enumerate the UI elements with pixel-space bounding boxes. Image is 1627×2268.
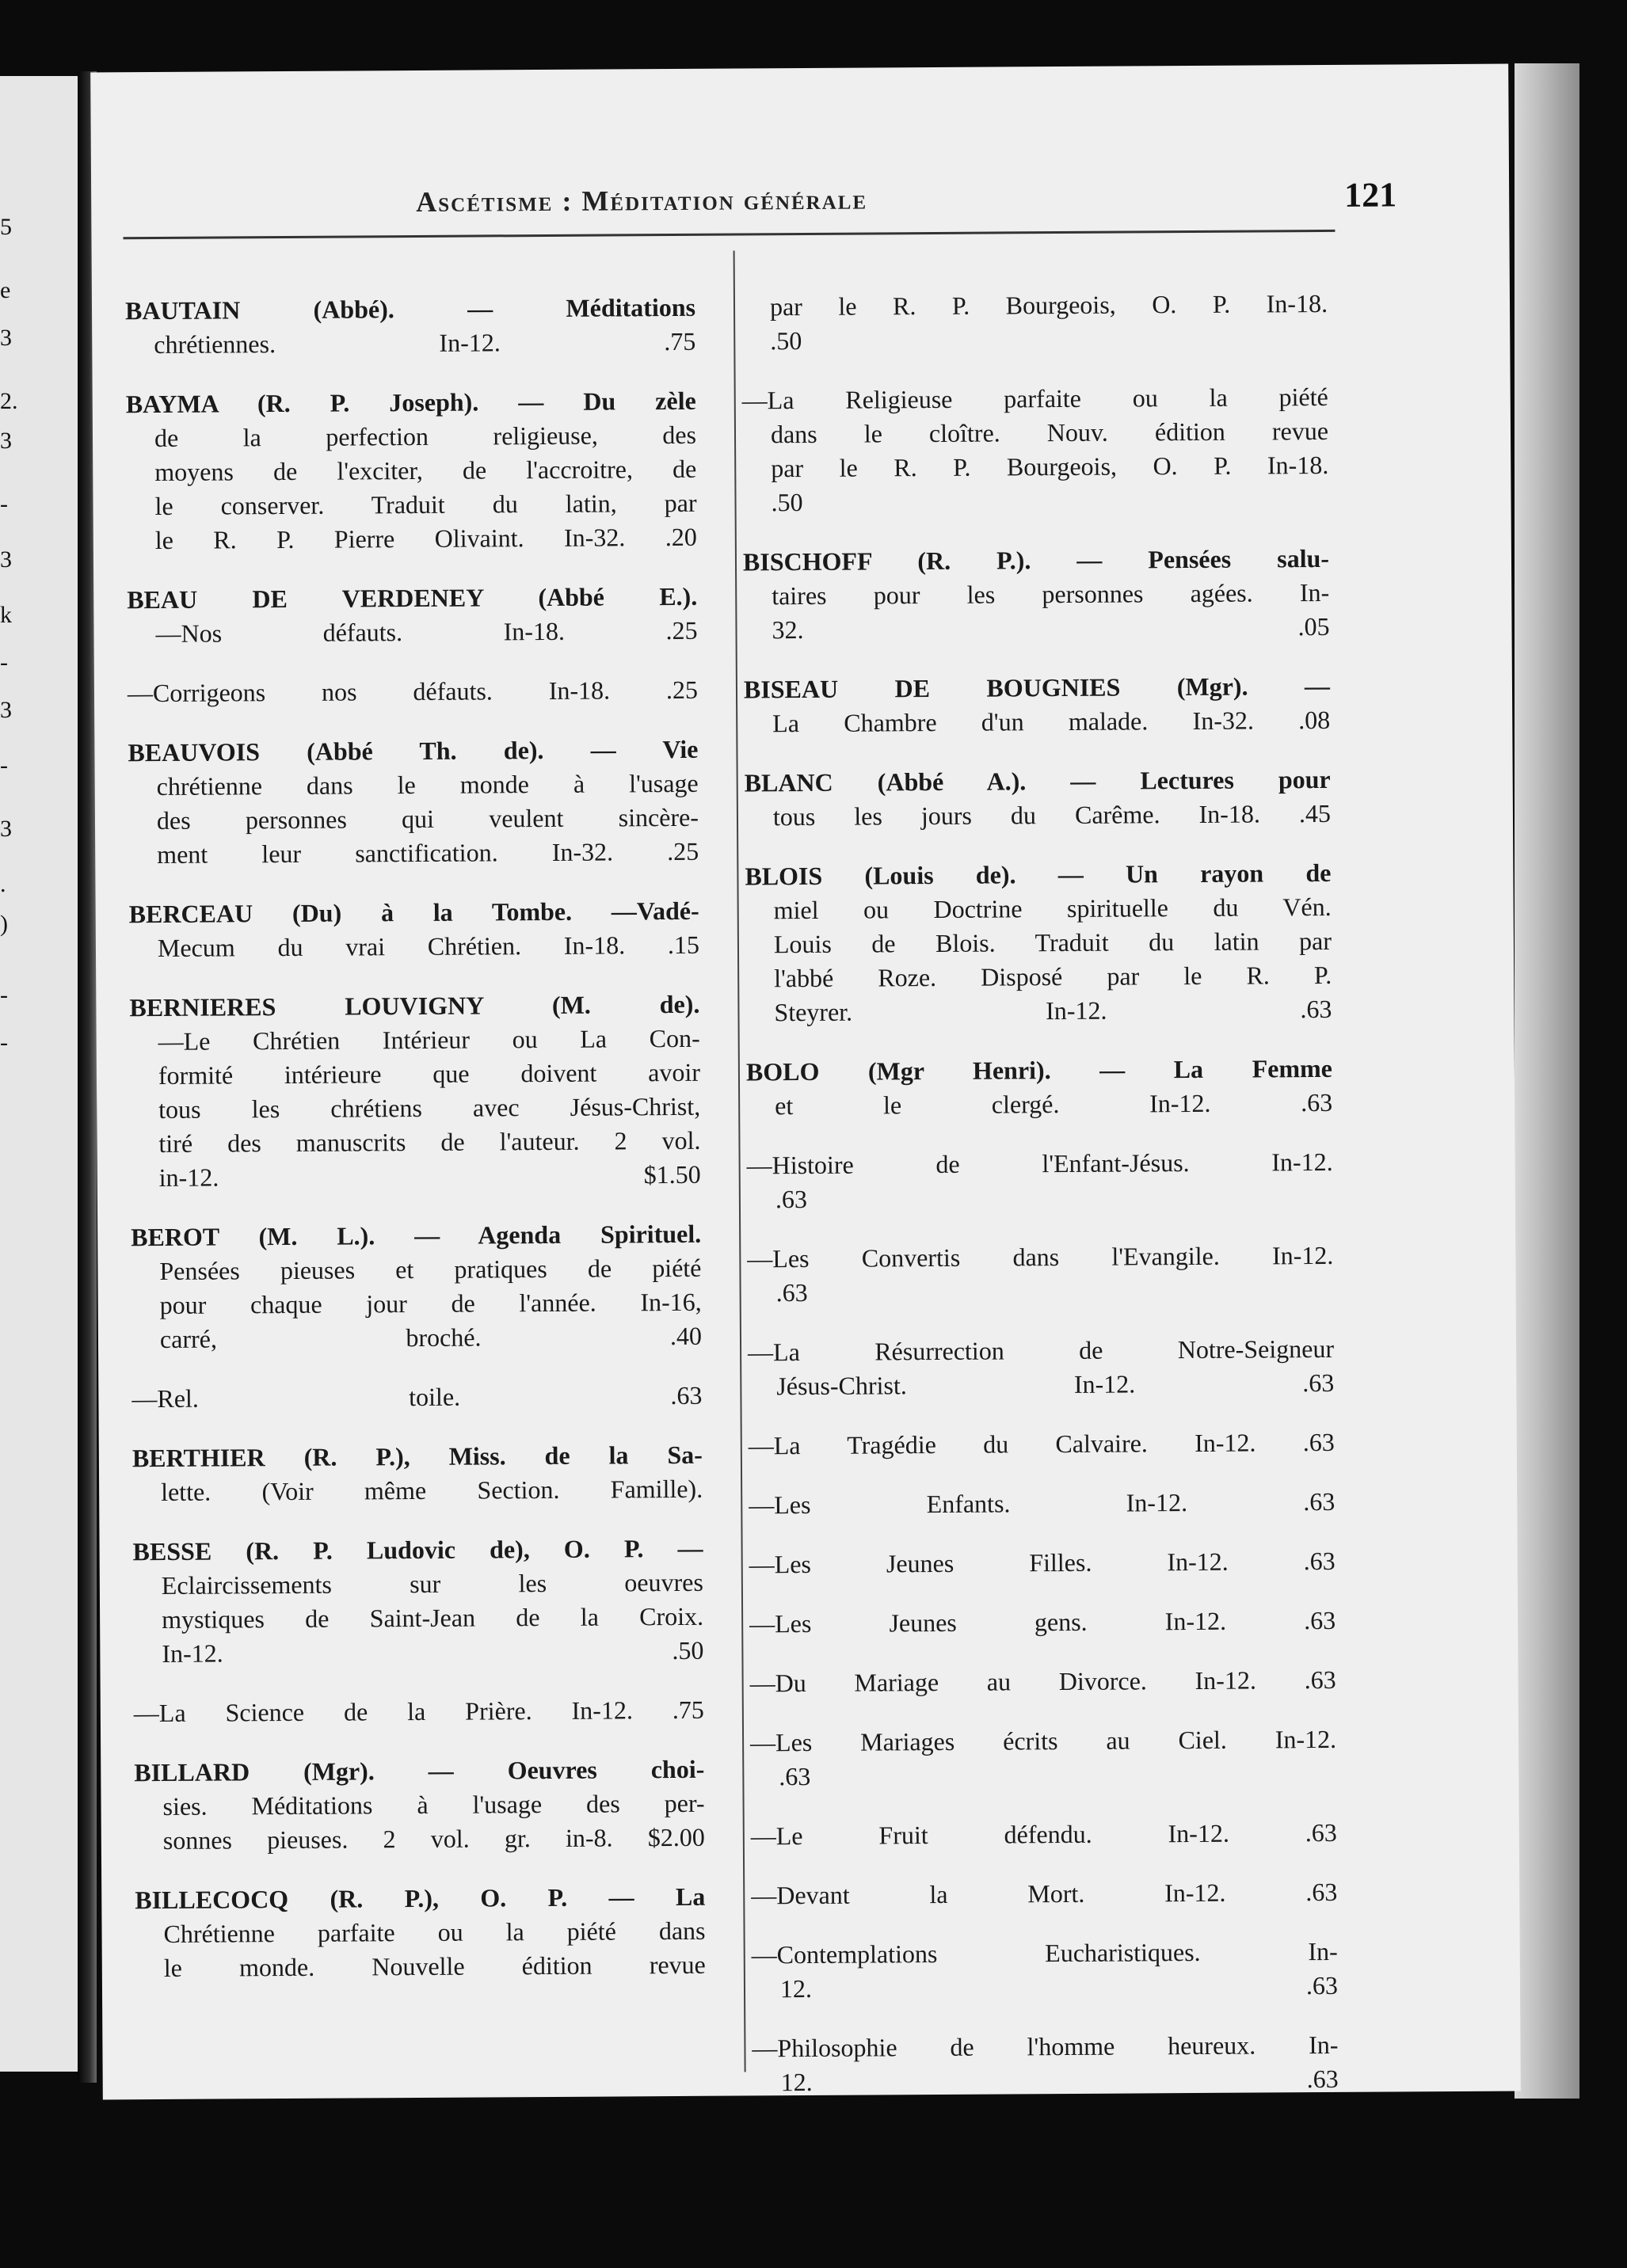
catalog-entry — [744, 669, 1331, 741]
catalog-entry — [132, 1532, 703, 1671]
entry-heading-line: —La Science de la Prière. In-12. .75 — [133, 1695, 704, 1728]
entry-heading-line: BESSE (R. P. Ludovic de), O. P. — — [132, 1533, 703, 1566]
entry-text-line: par le R. P. Bourgeois, O. P. In-18. — [771, 450, 1329, 483]
page-edge — [1515, 63, 1579, 2099]
margin-char: 5 — [0, 214, 12, 240]
entry-text-line: Jésus-Christ. In-12. .63 — [776, 1368, 1335, 1401]
entry-heading-line: —Corrigeons nos défauts. In-18. .25 — [127, 675, 699, 708]
page-header — [416, 175, 1509, 233]
entry-text-line: mystiques de Saint-Jean de la Croix. — [162, 1601, 704, 1634]
catalog-entry — [129, 987, 701, 1195]
catalog-entry — [742, 380, 1329, 520]
catalog-entry — [751, 1875, 1337, 1913]
running-title: Ascétisme : Méditation générale — [416, 183, 868, 218]
entry-text-line: l'abbé Roze. Disposé par le R. P. — [774, 960, 1332, 993]
entry-text-line: taires pour les personnes agées. In- — [772, 577, 1330, 611]
entry-text-line: .63 — [779, 1761, 811, 1791]
margin-char: 3 — [0, 697, 12, 723]
catalog-entry — [126, 384, 697, 557]
entry-text-line: sies. Méditations à l'usage des per- — [162, 1788, 705, 1821]
entry-text-line: ment leur sanctification. In-32. .25 — [157, 836, 699, 869]
catalog-entry — [131, 1379, 702, 1416]
entry-text-line: Mecum du vrai Chrétien. In-18. .15 — [157, 930, 700, 962]
catalog-entry — [743, 542, 1330, 648]
margin-char: e — [0, 277, 11, 303]
catalog-entry — [751, 1816, 1337, 1854]
margin-char: 3 — [0, 428, 12, 454]
entry-text-line: 12. .63 — [780, 2064, 1339, 2097]
catalog-entry — [745, 856, 1332, 1030]
catalog-entry — [134, 1693, 704, 1730]
entry-heading-line: BILLECOCQ (R. P.), O. P. — La — [135, 1882, 706, 1915]
entry-heading-line: —La Résurrection de Notre-Seigneur — [747, 1334, 1335, 1367]
catalog-entry — [746, 1052, 1333, 1124]
catalog-entry — [134, 1752, 705, 1858]
margin-char: 3 — [0, 325, 12, 351]
entry-text-line: des personnes qui veulent sincère- — [156, 802, 699, 835]
entry-text-line: le R. P. Pierre Olivaint. In-32. .20 — [154, 522, 697, 555]
entry-heading-line: —Rel. toile. .63 — [131, 1380, 703, 1414]
entry-text-line: miel ou Doctrine spirituelle du Vén. — [773, 892, 1332, 925]
entry-text-line: Louis de Blois. Traduit du latin par — [773, 926, 1332, 959]
entry-heading-line: BLOIS (Louis de). — Un rayon de — [745, 858, 1332, 891]
catalog-entry — [741, 287, 1328, 359]
catalog-entry — [752, 1935, 1339, 2007]
margin-char: 3 — [0, 546, 12, 573]
entry-text-line: moyens de l'exciter, de l'accroitre, de — [154, 454, 697, 487]
entry-heading-line: —La Religieuse parfaite ou la piété — [741, 382, 1328, 415]
entry-text-line: in-12. $1.50 — [158, 1159, 701, 1192]
page-number: 121 — [1344, 175, 1397, 215]
margin-char: ) — [0, 911, 8, 937]
entry-heading-line: BAYMA (R. P. Joseph). — Du zèle — [125, 386, 696, 419]
entry-text-line: tous les chrétiens avec Jésus-Christ, — [158, 1091, 701, 1124]
entry-heading-line: BILLARD (Mgr). — Oeuvres choi- — [134, 1754, 705, 1787]
entry-text-line: —Nos défauts. In-18. .25 — [155, 615, 698, 649]
entry-heading-line: —Philosophie de l'homme heureux. In- — [752, 2030, 1339, 2063]
margin-char: - — [0, 649, 8, 675]
entry-text-line: et le clergé. In-12. .63 — [775, 1087, 1333, 1121]
catalog-entry — [750, 1722, 1337, 1794]
entry-text-line: pour chaque jour de l'année. In-16, — [159, 1287, 702, 1319]
margin-char: 3 — [0, 816, 12, 842]
entry-heading-line: —Histoire de l'Enfant-Jésus. In-12. — [746, 1147, 1333, 1180]
catalog-entry — [752, 2028, 1339, 2100]
catalog-entry — [747, 1239, 1334, 1311]
catalog-entry — [749, 1604, 1336, 1642]
entry-text-line: Steyrer. In-12. .63 — [774, 994, 1332, 1027]
entry-text-line: le monde. Nouvelle édition revue — [163, 1950, 706, 1982]
entry-heading-line: BLANC (Abbé A.). — Lectures pour — [744, 764, 1331, 797]
entry-text-line: lette. (Voir même Section. Famille). — [161, 1474, 703, 1506]
entry-text-line: .63 — [775, 1277, 808, 1307]
left-column — [125, 291, 706, 2011]
entry-heading-line: BEROT (M. L.). — Agenda Spirituel. — [131, 1219, 702, 1252]
catalog-entry — [128, 733, 699, 872]
entry-text-line: Chrétienne parfaite ou la piété dans — [163, 1916, 706, 1948]
entry-heading-line: —Les Jeunes gens. In-12. .63 — [749, 1605, 1336, 1638]
book-page — [90, 64, 1521, 2100]
entry-text-line: le conserver. Traduit du latin, par — [154, 488, 697, 521]
catalog-entry — [745, 763, 1332, 835]
entry-heading-line: BOLO (Mgr Henri). — La Femme — [745, 1053, 1333, 1086]
entry-heading-line: —Contemplations Eucharistiques. In- — [751, 1936, 1338, 1969]
catalog-entry — [125, 291, 696, 362]
margin-char: 2. — [0, 388, 18, 414]
catalog-entry — [131, 1217, 702, 1357]
entry-heading-line: BERTHIER (R. P.), Miss. de la Sa- — [131, 1440, 703, 1473]
entry-heading-line: BERNIERES LOUVIGNY (M. de). — [129, 989, 700, 1022]
catalog-entry — [132, 1438, 703, 1509]
catalog-entry — [128, 673, 698, 710]
entry-heading-line: —Du Mariage au Divorce. In-12. .63 — [749, 1665, 1336, 1698]
entry-text-line: dans le cloître. Nouv. édition revue — [770, 416, 1329, 449]
right-column — [741, 287, 1339, 2125]
entry-heading-line: BAUTAIN (Abbé). — Méditations — [124, 292, 696, 325]
entry-text-line: chrétiennes. In-12. .75 — [154, 326, 696, 360]
catalog-entry — [749, 1544, 1336, 1582]
entry-text-line: Pensées pieuses et pratiques de piété — [159, 1253, 702, 1285]
catalog-entry — [127, 580, 698, 651]
margin-char: - — [0, 1029, 8, 1056]
catalog-entry — [750, 1663, 1336, 1701]
entry-heading-line: BERCEAU (Du) à la Tombe. —Vadé- — [128, 896, 699, 929]
entry-heading-line: —La Tragédie du Calvaire. In-12. .63 — [748, 1427, 1335, 1460]
entry-text-line: .50 — [771, 488, 803, 517]
catalog-entry — [129, 894, 700, 965]
entry-heading-line: —Les Enfants. In-12. .63 — [749, 1486, 1336, 1520]
entry-text-line: carré, broché. .40 — [159, 1321, 703, 1353]
header-rule — [123, 230, 1335, 239]
entry-text-line: sonnes pieuses. 2 vol. gr. in-8. $2.00 — [162, 1822, 705, 1855]
catalog-entry — [749, 1485, 1335, 1523]
entry-heading-line: BEAU DE VERDENEY (Abbé E.). — [127, 581, 698, 615]
entry-text-line: de la perfection religieuse, des — [154, 420, 697, 453]
entry-heading-line: —Les Mariages écrits au Ciel. In-12. — [749, 1724, 1337, 1757]
entry-text-line: —Le Chrétien Intérieur ou La Con- — [158, 1023, 700, 1056]
entry-heading-line: —Les Convertis dans l'Evangile. In-12. — [747, 1240, 1334, 1273]
entry-text-line: Eclaircissements sur les oeuvres — [161, 1567, 703, 1600]
margin-char: - — [0, 982, 8, 1008]
entry-text-line: 32. .05 — [772, 611, 1330, 645]
entry-heading-line: —Devant la Mort. In-12. .63 — [751, 1877, 1338, 1910]
entry-heading-line: —Les Jeunes Filles. In-12. .63 — [749, 1546, 1336, 1579]
entry-text-line: .63 — [775, 1184, 808, 1214]
entry-text-line: 12. .63 — [779, 1970, 1339, 2004]
previous-page-strip — [0, 76, 78, 2072]
entry-text-line: tous les jours du Carême. In-18. .45 — [772, 798, 1332, 831]
margin-char: k — [0, 602, 12, 628]
entry-text-line: tiré des manuscrits de l'auteur. 2 vol. — [158, 1125, 701, 1158]
entry-text-line: .50 — [770, 326, 802, 356]
entry-heading-line: BISEAU DE BOUGNIES (Mgr). — — [743, 671, 1331, 704]
entry-text-line: La Chambre d'un malade. In-32. .08 — [772, 705, 1331, 738]
catalog-entry — [135, 1880, 706, 1985]
catalog-entry — [747, 1145, 1334, 1217]
entry-heading-line: par le R. P. Bourgeois, O. P. In-18. — [769, 288, 1328, 322]
margin-char: - — [0, 752, 8, 778]
margin-char: - — [0, 491, 8, 517]
entry-heading-line: —Le Fruit défendu. In-12. .63 — [750, 1817, 1337, 1851]
entry-heading-line: BISCHOFF (R. P.). — Pensées salu- — [742, 543, 1330, 577]
entry-text-line: formité intérieure que doivent avoir — [158, 1057, 701, 1090]
entry-text-line: In-12. .50 — [162, 1635, 704, 1668]
margin-char: . — [0, 871, 6, 897]
entry-heading-line: BEAUVOIS (Abbé Th. de). — Vie — [128, 734, 699, 767]
catalog-entry — [748, 1332, 1335, 1404]
catalog-entry — [749, 1425, 1335, 1463]
entry-text-line: chrétienne dans le monde à l'usage — [156, 768, 699, 801]
